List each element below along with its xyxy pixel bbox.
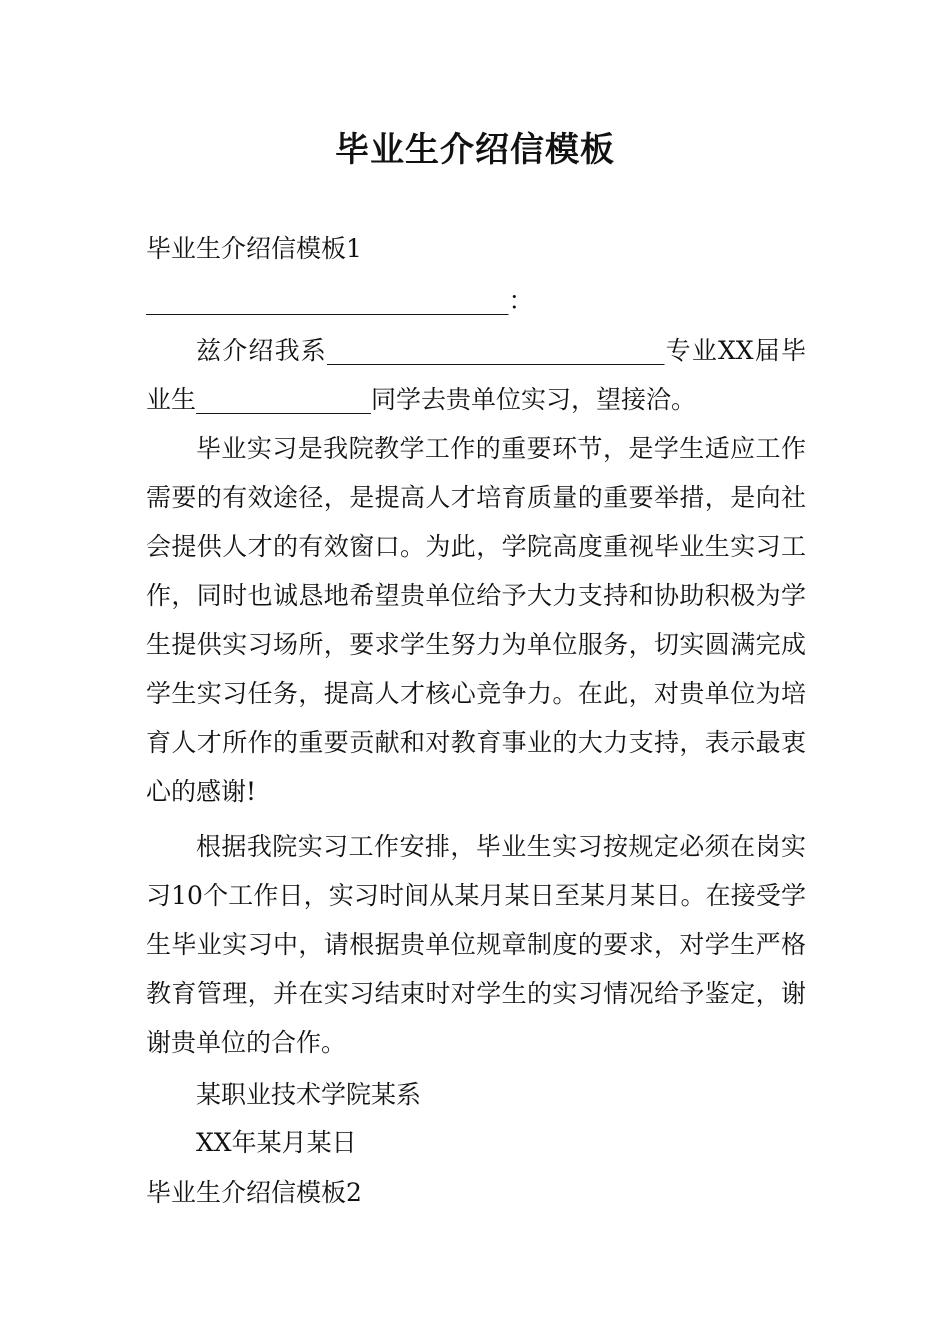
body-paragraph-2: 根据我院实习工作安排，毕业生实习按规定必须在岗实习10个工作日，实习时间从某月某日至某月某日。在接受学生毕业实习中，请根据贵单位规章制度的要求，对学生严格教育管理，并在实习结束时对学生的实习情况给予鉴定，谢谢贵单位的合作。: [146, 832, 806, 1057]
body-paragraph-1: 毕业实习是我院教学工作的重要环节，是学生适应工作需要的有效途径，是提高人才培育质量的重要举措，是向社会提供人才的有效窗口。为此，学院高度重视毕业生实习工作，同时也诚恳地希望贵单位给予大力支持和协助积极为学生提供实习场所，要求学生努力为单位服务，切实圆满完成学生实习任务，提高人才核心竞争力。在此，对贵单位为培育人才所作的重要贡献和对教育事业的大力支持，表示最衷心的感谢!: [146, 434, 806, 806]
document-title: 毕业生介绍信模板: [335, 130, 615, 170]
section-heading-2: 毕业生介绍信模板2: [146, 1178, 362, 1207]
section-heading-1: 毕业生介绍信模板1: [146, 234, 362, 263]
signature-organization: 某职业技术学院某系: [196, 1080, 422, 1109]
intro-paragraph: 兹介绍我系___________________________专业XX届毕业生______________同学去贵单位实习，望接洽。: [146, 336, 806, 414]
signature-date: XX年某月某日: [196, 1128, 357, 1157]
addressee-line: _____________________________：: [146, 286, 534, 315]
